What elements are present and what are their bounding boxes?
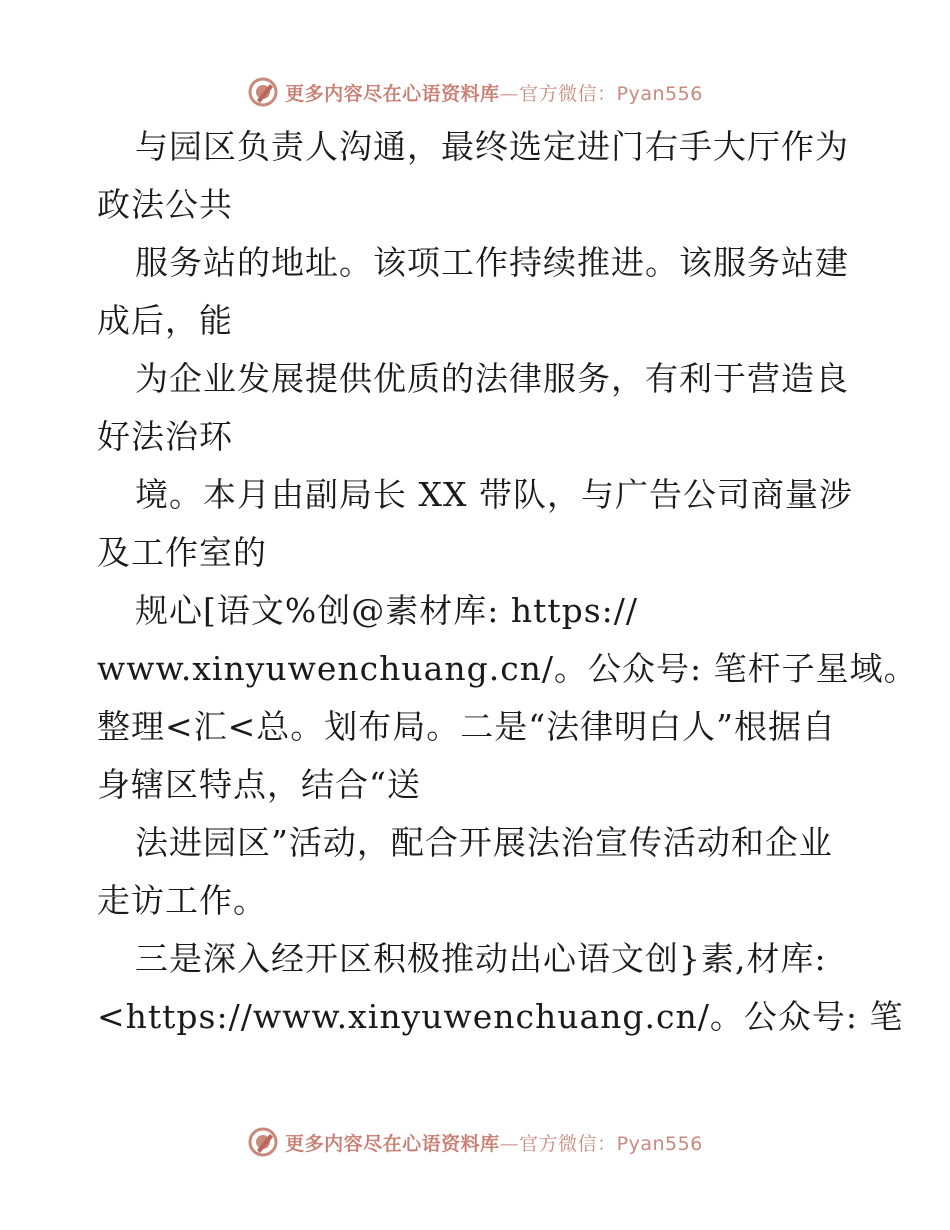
banner-wechat-text: 官方微信：Pyan556	[519, 1132, 703, 1155]
text-line: 成后，能	[97, 301, 233, 340]
document-body	[97, 118, 918, 1046]
text-line: 整理<汇<总。划布局。二是“法律明白人”根据自	[97, 707, 837, 746]
text-line: 身辖区特点，结合“送	[97, 765, 421, 804]
text-line: 法进园区”活动，配合开展法治宣传活动和企业	[135, 823, 833, 862]
paragraph	[97, 582, 918, 814]
text-line: 规心[语文%创@素材库: https://	[135, 591, 639, 630]
paragraph	[97, 930, 904, 1046]
banner-wechat-text: 官方微信：Pyan556	[519, 82, 703, 105]
text-line: 与园区负责人沟通，最终选定进门右手大厅作为	[135, 127, 849, 166]
banner-main-text: 更多内容尽在心语资料库	[285, 82, 500, 105]
text-line: 政法公共	[97, 185, 233, 224]
text-line: www.xinyuwenchuang.cn/。公众号: 笔杆子星域。	[97, 649, 918, 688]
text-line: 为企业发展提供优质的法律服务，有利于营造良	[135, 359, 849, 398]
header-banner	[0, 72, 950, 112]
footer-banner	[0, 1122, 950, 1162]
paragraph	[97, 118, 857, 234]
text-line: <https://www.xinyuwenchuang.cn/。公众号: 笔	[97, 997, 904, 1036]
text-line: 走访工作。	[97, 881, 267, 920]
pen-logo-icon	[247, 76, 279, 108]
paragraph	[97, 234, 857, 350]
banner-main-text: 更多内容尽在心语资料库	[285, 1132, 500, 1155]
banner-dash: —	[499, 82, 520, 105]
paragraph	[97, 814, 857, 930]
banner-label	[285, 1129, 703, 1156]
paragraph	[97, 350, 857, 466]
paragraph	[97, 466, 857, 582]
text-line: 服务站的地址。该项工作持续推进。该服务站建	[135, 243, 849, 282]
banner-label	[285, 79, 703, 106]
text-line: 境。本月由副局长 XX 带队，与广告公司商量涉	[135, 475, 853, 514]
text-line: 及工作室的	[97, 533, 267, 572]
banner-dash: —	[499, 1132, 520, 1155]
pen-logo-icon	[247, 1126, 279, 1158]
text-line: 三是深入经开区积极推动出心语文创}素,材库:	[135, 939, 827, 978]
text-line: 好法治环	[97, 417, 233, 456]
